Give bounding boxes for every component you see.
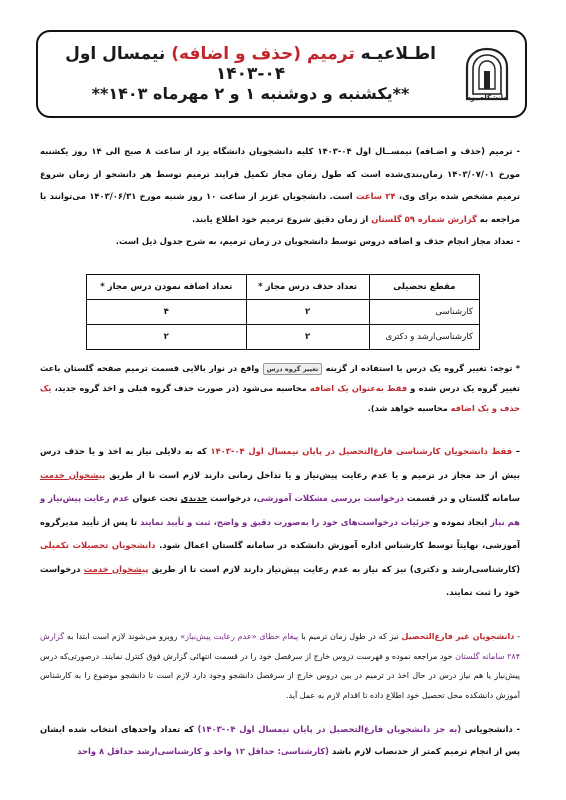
service-desk-link: پیشخوان خدمت: [40, 469, 106, 480]
title-suffix: نیمسال اول ۰۴-۱۴۰۳: [65, 44, 286, 84]
table-row: [87, 300, 480, 325]
dash: -: [512, 724, 520, 734]
para1-text-3: از زمان دقیق شروع ترمیم خود اطلاع یابند.: [191, 213, 372, 224]
para1-text-2: است. دانشجویان عزیز از ساعت ۱۰ روز شنبه مورخ ۱۴۰۳/۰۶/۳۱ می‌توانند با مراجعه به: [40, 191, 520, 224]
table-cell: ۲: [246, 300, 369, 325]
note-highlight-1: فقط به‌عنوان یک اضافه: [309, 383, 408, 393]
table-header: تعداد اضافه نمودن درس مجاز *: [87, 275, 247, 300]
dash: –: [512, 446, 520, 456]
page-title: [54, 44, 447, 84]
paragraph-2: - تعداد مجاز انجام حذف و اضافه دروس توسط دانشجویان در زمان ترمیم، به شرح جدول ذیل است.: [40, 230, 520, 253]
quota-table-wrapper: [86, 274, 480, 350]
para4-text: روبرو می‌شوند لازم است ابتدا به: [64, 632, 181, 641]
para1-report-ref: گزارش شماره ۵۹ گلستان: [371, 213, 477, 224]
table-header: تعداد حذف درس مجاز *: [246, 275, 369, 300]
title-prefix: اطـلاعیـه: [360, 44, 436, 64]
note-text-1: * توجه: تغییر گروه یک درس با استفاده از گزینه: [322, 363, 520, 373]
para4-highlight: دانشجویان غیر فارغ‌التحصیل: [401, 632, 515, 641]
para3-purple: عدم رعایت پیش‌نیاز و هم نیاز: [40, 493, 520, 527]
para5-purple: (کارشناسی: حداقل ۱۲ واحد و کارشناسی‌ارشد حداقل ۸ واحد: [77, 746, 330, 756]
service-desk-link: پیشخوان خدمت: [83, 563, 149, 574]
table-cell: ۴: [87, 300, 247, 325]
para3-highlight: دانشجویان تحصیلات تکمیلی: [40, 540, 156, 550]
para4-text: نیز که در طول زمان ترمیم با: [298, 632, 402, 641]
para3-text: تحت عنوان: [129, 493, 181, 503]
note-paragraph: [40, 358, 520, 418]
para3-purple: جزئیات درخواست‌های خود را به‌صورت دقیق و واضح، ثبت و تأیید نمایند: [140, 516, 431, 527]
para1-duration: ۲۴ ساعت: [356, 191, 396, 201]
title-highlight: ترمیم (حذف و اضافه): [171, 44, 355, 64]
table-cell: ۲: [87, 325, 247, 350]
para3-text: ایجاد نموده و: [430, 516, 491, 527]
para4-purple: گزارش ۲۸۴ سامانه گلستان: [40, 632, 520, 661]
para3-text: سامانه گلستان و در قسمت: [403, 493, 520, 503]
paragraph-5: [40, 718, 520, 762]
note-text-3: محاسبه می‌شود (در صورت حذف گروه قبلی و اخذ گروه جدید،: [51, 383, 310, 393]
note-text-4: محاسبه خواهد شد).: [367, 403, 451, 413]
dash: -: [514, 632, 521, 641]
table-cell: ۲: [246, 325, 369, 350]
para4-text: خود مراجعه نموده و فهرست دروس خارج از سرفصل خود را در قسمت انتهائی گزارش فوق کنترل نمایند. درصورتی‌که درس پیش‌نیاز یا هم نیاز درس در حال اخذ در ترمیم در بین دروس خارج از سرفصل دانشجو وجود دارد لازم است تا دانشجو موضوع را به کارشناس آموزش دانشکده محل تحصیل خود اطلاع داده تا اقدام لازم به عمل آید.: [40, 651, 520, 700]
note-highlight-2: یک حذف و یک اضافه: [40, 383, 520, 413]
quota-table: [86, 274, 480, 350]
para3-text: تا پس از تأیید مدیرگروه آموزشی، نهایتاً توسط کارشناس اداره آموزش دانشکده در سامانه گلستان اعمال شود.: [40, 516, 520, 550]
note-text-2: واقع در نوار بالایی قسمت ترمیم صفحه گلستان باعث تغییر گروه یک درس شده و: [40, 363, 520, 393]
para3-underlined: جدیدی: [180, 493, 208, 503]
para1-text-1: ترمیم (حذف و اضـافه) نیمســال اول ۰۴-۱۴۰۳ کلیه دانشجویان دانشگاه یزد از ساعت ۸ صبح الی ۱۴ روز یکشنبه مورخ ۱۴۰۳/۰۷/۰۱ زمان‌بندی‌شده است که طول زمان مجاز تکمیل فرایند ترمیم توسط هر دانشجو از زمان شروع ترمیم مشخص شده برای وی،: [40, 146, 521, 201]
para3-highlight: فقط دانشجویان کارشناسی فارغ‌التحصیل در پایان نیمسال اول ۰۴-۱۴۰۳: [210, 446, 513, 456]
change-group-button-image: تغییر گروه درس: [263, 363, 323, 375]
table-cell: کارشناسی‌ارشد و دکتری: [369, 325, 479, 350]
para4-purple: پیغام خطای «عدم رعایت پیش‌نیاز»: [180, 632, 299, 641]
table-cell: کارشناسی: [369, 300, 479, 325]
para5-text: دانشجویانی: [461, 724, 513, 734]
logo-text: دانشگاه یزد: [467, 94, 507, 102]
para5-purple: (به جز دانشجویان فارغ‌التحصیل در پایان نیمسال اول ۰۴-۱۴۰۳): [197, 724, 462, 734]
para5-text: که تعداد واحدهای انتخاب شده ایشان پس از انجام ترمیم کمتر از حدنصاب لازم باشد: [40, 724, 520, 756]
para3-text: ، درخواست: [207, 493, 257, 503]
table-header-row: [87, 275, 480, 300]
paragraph-4: [40, 627, 520, 705]
announcement-header: [36, 30, 527, 118]
para3-text: که به دلایلی نیاز به اخذ و یا حذف درس بیش از حد مجاز در ترمیم و یا عدم رعایت پیش‌نیاز و یا تداخل زمانی دارند لازم است تا از طریق: [40, 446, 520, 480]
table-header: مقطع تحصیلی: [369, 275, 479, 300]
para3-purple: درخواست بررسی مشکلات آموزشی: [256, 493, 404, 503]
paragraph-3: [40, 440, 520, 605]
para3-text: (کارشناسی‌ارشد و دکتری) نیز که نیاز به عدم رعایت پیش‌نیاز دارند لازم است تا از طریق: [148, 563, 521, 574]
table-row: [87, 325, 480, 350]
page-subtitle: **یکشنبه و دوشنبه ۱ و ۲ مهرماه ۱۴۰۳**: [91, 84, 410, 103]
para3-text: درخواست خود را ثبت نمایند.: [40, 563, 520, 597]
paragraph-1: [40, 140, 520, 253]
